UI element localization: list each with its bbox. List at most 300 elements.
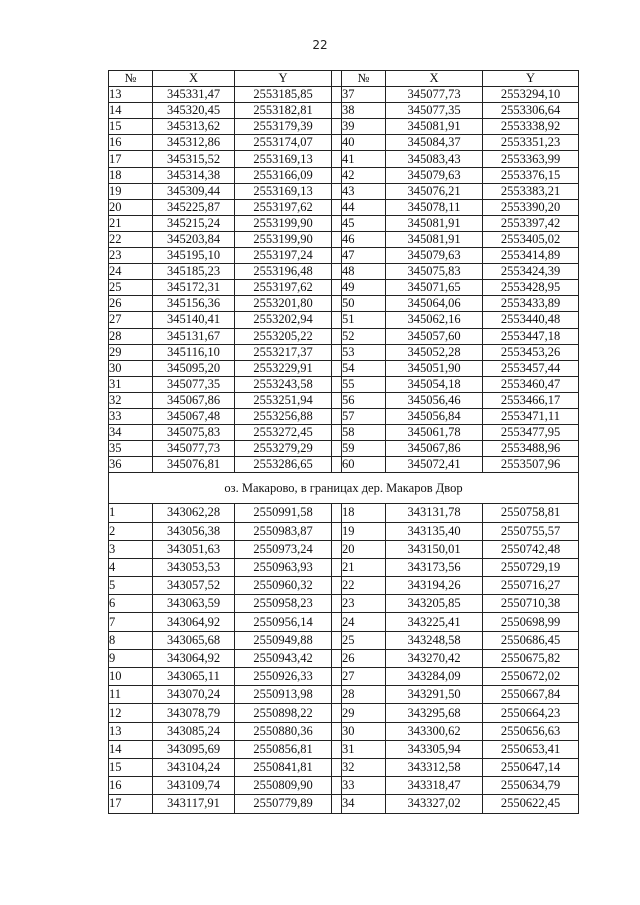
y-coordinate: 2550675,82 [483, 649, 579, 667]
column-gap [332, 103, 342, 119]
point-number: 46 [342, 231, 386, 247]
y-coordinate: 2553466,17 [483, 392, 579, 408]
point-number: 19 [342, 522, 386, 540]
table-row [109, 457, 579, 473]
x-coordinate: 343318,47 [386, 777, 483, 795]
table-row [109, 595, 579, 613]
block2-rows [109, 504, 579, 813]
table-row [109, 183, 579, 199]
column-gap [332, 558, 342, 576]
x-coordinate: 343150,01 [386, 540, 483, 558]
y-coordinate: 2553202,94 [235, 312, 332, 328]
point-number: 39 [342, 119, 386, 135]
point-number: 21 [342, 558, 386, 576]
point-number: 25 [109, 280, 153, 296]
y-coordinate: 2553272,45 [235, 425, 332, 441]
y-coordinate: 2553440,48 [483, 312, 579, 328]
point-number: 60 [342, 457, 386, 473]
column-gap [332, 360, 342, 376]
y-coordinate: 2550956,14 [235, 613, 332, 631]
x-coordinate: 345095,20 [153, 360, 235, 376]
point-number: 55 [342, 376, 386, 392]
column-gap [332, 376, 342, 392]
point-number: 42 [342, 167, 386, 183]
point-number: 40 [342, 135, 386, 151]
y-coordinate: 2550742,48 [483, 540, 579, 558]
column-gap [332, 231, 342, 247]
y-coordinate: 2550841,81 [235, 758, 332, 776]
column-gap [332, 71, 342, 87]
table-row [109, 215, 579, 231]
x-coordinate: 343295,68 [386, 704, 483, 722]
y-coordinate: 2553414,89 [483, 248, 579, 264]
x-coordinate: 345067,86 [153, 392, 235, 408]
point-number: 1 [109, 504, 153, 522]
table-row [109, 540, 579, 558]
y-coordinate: 2553477,95 [483, 425, 579, 441]
column-gap [332, 686, 342, 704]
column-gap [332, 595, 342, 613]
x-coordinate: 343063,59 [153, 595, 235, 613]
point-number: 31 [342, 740, 386, 758]
table-header-row [109, 71, 579, 87]
column-gap [332, 215, 342, 231]
point-number: 29 [109, 344, 153, 360]
y-coordinate: 2553185,85 [235, 87, 332, 103]
column-gap [332, 408, 342, 424]
y-coordinate: 2553471,11 [483, 408, 579, 424]
y-coordinate: 2550809,90 [235, 777, 332, 795]
point-number: 49 [342, 280, 386, 296]
y-coordinate: 2550991,58 [235, 504, 332, 522]
x-coordinate: 343135,40 [386, 522, 483, 540]
x-coordinate: 345075,83 [386, 264, 483, 280]
y-coordinate: 2550634,79 [483, 777, 579, 795]
point-number: 50 [342, 296, 386, 312]
table-row [109, 631, 579, 649]
point-number: 26 [109, 296, 153, 312]
x-coordinate: 343057,52 [153, 577, 235, 595]
column-gap [332, 631, 342, 649]
column-gap [332, 328, 342, 344]
point-number: 17 [109, 151, 153, 167]
column-gap [332, 795, 342, 813]
x-coordinate: 343070,24 [153, 686, 235, 704]
point-number: 41 [342, 151, 386, 167]
column-gap [332, 668, 342, 686]
point-number: 27 [342, 668, 386, 686]
y-coordinate: 2553217,37 [235, 344, 332, 360]
column-gap [332, 119, 342, 135]
y-coordinate: 2550983,87 [235, 522, 332, 540]
x-coordinate: 343312,58 [386, 758, 483, 776]
table-row [109, 344, 579, 360]
table-row [109, 686, 579, 704]
x-coordinate: 345078,11 [386, 199, 483, 215]
point-number: 51 [342, 312, 386, 328]
y-coordinate: 2553306,64 [483, 103, 579, 119]
table-row [109, 296, 579, 312]
point-number: 37 [342, 87, 386, 103]
point-number: 56 [342, 392, 386, 408]
y-coordinate: 2550710,38 [483, 595, 579, 613]
x-coordinate: 345077,73 [153, 441, 235, 457]
y-coordinate: 2550779,89 [235, 795, 332, 813]
point-number: 16 [109, 135, 153, 151]
point-number: 58 [342, 425, 386, 441]
table-row [109, 504, 579, 522]
y-coordinate: 2553453,26 [483, 344, 579, 360]
y-coordinate: 2553174,07 [235, 135, 332, 151]
y-coordinate: 2550949,88 [235, 631, 332, 649]
x-coordinate: 345071,65 [386, 280, 483, 296]
table-row [109, 280, 579, 296]
x-coordinate: 343051,63 [153, 540, 235, 558]
point-number: 28 [342, 686, 386, 704]
header-x-right: X [386, 71, 483, 87]
table-row [109, 248, 579, 264]
x-coordinate: 345116,10 [153, 344, 235, 360]
y-coordinate: 2553433,89 [483, 296, 579, 312]
x-coordinate: 343065,68 [153, 631, 235, 649]
point-number: 44 [342, 199, 386, 215]
x-coordinate: 345312,86 [153, 135, 235, 151]
x-coordinate: 345309,44 [153, 183, 235, 199]
point-number: 45 [342, 215, 386, 231]
point-number: 18 [342, 504, 386, 522]
point-number: 11 [109, 686, 153, 704]
table-row [109, 264, 579, 280]
y-coordinate: 2553286,65 [235, 457, 332, 473]
x-coordinate: 345083,43 [386, 151, 483, 167]
y-coordinate: 2553390,20 [483, 199, 579, 215]
column-gap [332, 135, 342, 151]
x-coordinate: 343248,58 [386, 631, 483, 649]
point-number: 31 [109, 376, 153, 392]
x-coordinate: 345052,28 [386, 344, 483, 360]
y-coordinate: 2553294,10 [483, 87, 579, 103]
point-number: 28 [109, 328, 153, 344]
column-gap [332, 280, 342, 296]
table-row [109, 312, 579, 328]
x-coordinate: 343056,38 [153, 522, 235, 540]
y-coordinate: 2553199,90 [235, 231, 332, 247]
x-coordinate: 345077,73 [386, 87, 483, 103]
y-coordinate: 2550913,98 [235, 686, 332, 704]
x-coordinate: 345079,63 [386, 248, 483, 264]
column-gap [332, 296, 342, 312]
y-coordinate: 2550973,24 [235, 540, 332, 558]
column-gap [332, 740, 342, 758]
point-number: 32 [109, 392, 153, 408]
y-coordinate: 2553197,24 [235, 248, 332, 264]
point-number: 18 [109, 167, 153, 183]
point-number: 23 [109, 248, 153, 264]
x-coordinate: 345054,18 [386, 376, 483, 392]
column-gap [332, 425, 342, 441]
y-coordinate: 2550898,22 [235, 704, 332, 722]
x-coordinate: 345072,41 [386, 457, 483, 473]
header-number-left: № [109, 71, 153, 87]
x-coordinate: 345077,35 [153, 376, 235, 392]
point-number: 10 [109, 668, 153, 686]
x-coordinate: 343062,28 [153, 504, 235, 522]
column-gap [332, 722, 342, 740]
point-number: 30 [342, 722, 386, 740]
table-row [109, 577, 579, 595]
y-coordinate: 2553169,13 [235, 151, 332, 167]
y-coordinate: 2553397,42 [483, 215, 579, 231]
point-number: 3 [109, 540, 153, 558]
y-coordinate: 2553428,95 [483, 280, 579, 296]
point-number: 23 [342, 595, 386, 613]
column-gap [332, 777, 342, 795]
x-coordinate: 345076,81 [153, 457, 235, 473]
y-coordinate: 2550958,23 [235, 595, 332, 613]
table-row [109, 795, 579, 813]
point-number: 14 [109, 740, 153, 758]
table-row [109, 376, 579, 392]
y-coordinate: 2553196,48 [235, 264, 332, 280]
point-number: 17 [109, 795, 153, 813]
point-number: 6 [109, 595, 153, 613]
x-coordinate: 343078,79 [153, 704, 235, 722]
point-number: 54 [342, 360, 386, 376]
column-gap [332, 441, 342, 457]
table-row [109, 441, 579, 457]
column-gap [332, 87, 342, 103]
y-coordinate: 2553197,62 [235, 280, 332, 296]
x-coordinate: 345061,78 [386, 425, 483, 441]
page-number: 22 [312, 38, 328, 52]
y-coordinate: 2553205,22 [235, 328, 332, 344]
table-row [109, 231, 579, 247]
point-number: 24 [109, 264, 153, 280]
table-row [109, 199, 579, 215]
y-coordinate: 2550926,33 [235, 668, 332, 686]
x-coordinate: 345225,87 [153, 199, 235, 215]
x-coordinate: 345185,23 [153, 264, 235, 280]
x-coordinate: 345195,10 [153, 248, 235, 264]
x-coordinate: 343065,11 [153, 668, 235, 686]
table-row [109, 722, 579, 740]
y-coordinate: 2550729,19 [483, 558, 579, 576]
x-coordinate: 345315,52 [153, 151, 235, 167]
point-number: 25 [342, 631, 386, 649]
point-number: 15 [109, 758, 153, 776]
table-row [109, 704, 579, 722]
point-number: 48 [342, 264, 386, 280]
column-gap [332, 199, 342, 215]
column-gap [332, 457, 342, 473]
y-coordinate: 2553460,47 [483, 376, 579, 392]
y-coordinate: 2550856,81 [235, 740, 332, 758]
table-row [109, 649, 579, 667]
table-row [109, 328, 579, 344]
table-row [109, 151, 579, 167]
x-coordinate: 345140,41 [153, 312, 235, 328]
y-coordinate: 2553243,58 [235, 376, 332, 392]
table-row [109, 360, 579, 376]
column-gap [332, 151, 342, 167]
point-number: 13 [109, 722, 153, 740]
x-coordinate: 343300,62 [386, 722, 483, 740]
x-coordinate: 345331,47 [153, 87, 235, 103]
column-gap [332, 248, 342, 264]
y-coordinate: 2553507,96 [483, 457, 579, 473]
header-y-right: Y [483, 71, 579, 87]
column-gap [332, 504, 342, 522]
point-number: 5 [109, 577, 153, 595]
point-number: 30 [109, 360, 153, 376]
point-number: 34 [342, 795, 386, 813]
x-coordinate: 343205,85 [386, 595, 483, 613]
column-gap [332, 312, 342, 328]
point-number: 20 [342, 540, 386, 558]
section-title: оз. Макарово, в границах дер. Макаров Двор [109, 473, 579, 504]
header-number-right: № [342, 71, 386, 87]
point-number: 24 [342, 613, 386, 631]
column-gap [332, 392, 342, 408]
header-x-left: X [153, 71, 235, 87]
x-coordinate: 343327,02 [386, 795, 483, 813]
x-coordinate: 343194,26 [386, 577, 483, 595]
point-number: 53 [342, 344, 386, 360]
y-coordinate: 2550960,32 [235, 577, 332, 595]
y-coordinate: 2550664,23 [483, 704, 579, 722]
x-coordinate: 345320,45 [153, 103, 235, 119]
point-number: 14 [109, 103, 153, 119]
point-number: 36 [109, 457, 153, 473]
x-coordinate: 343117,91 [153, 795, 235, 813]
table-row [109, 87, 579, 103]
y-coordinate: 2553405,02 [483, 231, 579, 247]
x-coordinate: 343053,53 [153, 558, 235, 576]
y-coordinate: 2550755,57 [483, 522, 579, 540]
table-row [109, 522, 579, 540]
y-coordinate: 2550672,02 [483, 668, 579, 686]
table-row [109, 425, 579, 441]
y-coordinate: 2553251,94 [235, 392, 332, 408]
x-coordinate: 345314,38 [153, 167, 235, 183]
y-coordinate: 2550653,41 [483, 740, 579, 758]
y-coordinate: 2553229,91 [235, 360, 332, 376]
x-coordinate: 345064,06 [386, 296, 483, 312]
x-coordinate: 345081,91 [386, 215, 483, 231]
point-number: 16 [109, 777, 153, 795]
y-coordinate: 2550716,27 [483, 577, 579, 595]
x-coordinate: 343284,09 [386, 668, 483, 686]
x-coordinate: 343064,92 [153, 649, 235, 667]
point-number: 32 [342, 758, 386, 776]
point-number: 57 [342, 408, 386, 424]
y-coordinate: 2553179,39 [235, 119, 332, 135]
y-coordinate: 2553363,99 [483, 151, 579, 167]
x-coordinate: 345056,84 [386, 408, 483, 424]
table-row [109, 119, 579, 135]
y-coordinate: 2550880,36 [235, 722, 332, 740]
point-number: 9 [109, 649, 153, 667]
x-coordinate: 343085,24 [153, 722, 235, 740]
y-coordinate: 2553457,44 [483, 360, 579, 376]
point-number: 19 [109, 183, 153, 199]
point-number: 22 [342, 577, 386, 595]
block1-rows [109, 87, 579, 473]
point-number: 33 [342, 777, 386, 795]
table-row [109, 392, 579, 408]
y-coordinate: 2553351,23 [483, 135, 579, 151]
x-coordinate: 343291,50 [386, 686, 483, 704]
column-gap [332, 613, 342, 631]
x-coordinate: 345313,62 [153, 119, 235, 135]
y-coordinate: 2550622,45 [483, 795, 579, 813]
y-coordinate: 2553197,62 [235, 199, 332, 215]
x-coordinate: 345081,91 [386, 231, 483, 247]
y-coordinate: 2553256,88 [235, 408, 332, 424]
y-coordinate: 2553383,21 [483, 183, 579, 199]
y-coordinate: 2550758,81 [483, 504, 579, 522]
column-gap [332, 577, 342, 595]
point-number: 8 [109, 631, 153, 649]
x-coordinate: 343109,74 [153, 777, 235, 795]
column-gap [332, 264, 342, 280]
table-row [109, 103, 579, 119]
x-coordinate: 345215,24 [153, 215, 235, 231]
x-coordinate: 343270,42 [386, 649, 483, 667]
y-coordinate: 2553199,90 [235, 215, 332, 231]
y-coordinate: 2550647,14 [483, 758, 579, 776]
x-coordinate: 343173,56 [386, 558, 483, 576]
x-coordinate: 343064,92 [153, 613, 235, 631]
column-gap [332, 758, 342, 776]
column-gap [332, 344, 342, 360]
x-coordinate: 345131,67 [153, 328, 235, 344]
point-number: 47 [342, 248, 386, 264]
x-coordinate: 345084,37 [386, 135, 483, 151]
x-coordinate: 345076,21 [386, 183, 483, 199]
x-coordinate: 343305,94 [386, 740, 483, 758]
point-number: 26 [342, 649, 386, 667]
y-coordinate: 2553338,92 [483, 119, 579, 135]
x-coordinate: 345057,60 [386, 328, 483, 344]
y-coordinate: 2550943,42 [235, 649, 332, 667]
point-number: 34 [109, 425, 153, 441]
y-coordinate: 2553279,29 [235, 441, 332, 457]
table-row [109, 777, 579, 795]
x-coordinate: 343104,24 [153, 758, 235, 776]
table-row [109, 758, 579, 776]
y-coordinate: 2553169,13 [235, 183, 332, 199]
point-number: 35 [109, 441, 153, 457]
x-coordinate: 345067,48 [153, 408, 235, 424]
table-row [109, 558, 579, 576]
y-coordinate: 2553424,39 [483, 264, 579, 280]
column-gap [332, 704, 342, 722]
point-number: 43 [342, 183, 386, 199]
y-coordinate: 2550963,93 [235, 558, 332, 576]
x-coordinate: 345062,16 [386, 312, 483, 328]
table-row [109, 167, 579, 183]
point-number: 59 [342, 441, 386, 457]
y-coordinate: 2553447,18 [483, 328, 579, 344]
point-number: 52 [342, 328, 386, 344]
point-number: 38 [342, 103, 386, 119]
y-coordinate: 2550667,84 [483, 686, 579, 704]
point-number: 12 [109, 704, 153, 722]
x-coordinate: 343095,69 [153, 740, 235, 758]
point-number: 29 [342, 704, 386, 722]
point-number: 27 [109, 312, 153, 328]
